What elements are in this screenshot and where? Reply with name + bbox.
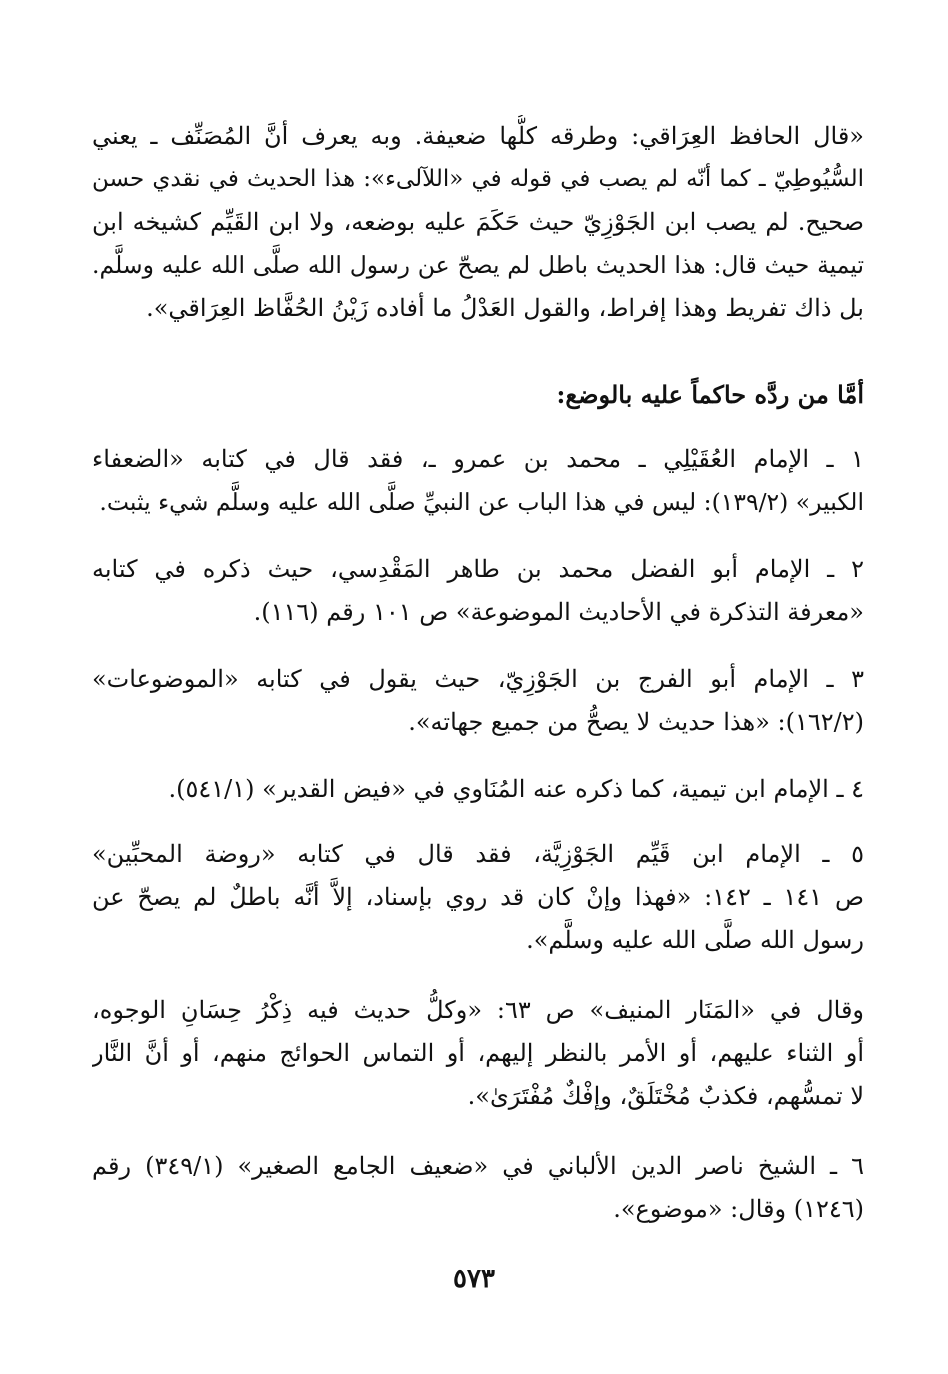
text-line: لا تمسُّهم، فكذبٌ مُخْتَلَقٌ، وإفْكٌ مُفْتَرَىٰ». (467, 1082, 864, 1110)
text-line: تيمية حيث قال: هذا الحديث باطل لم يصحّ عن رسول الله صلَّى الله عليه وسلَّم. (92, 251, 864, 279)
text-line: ٣ ـ الإمام أبو الفرج بن الجَوْزِيّ، حيث يقول في كتابه «الموضوعات» (92, 665, 864, 693)
item-5-paragraph (92, 833, 864, 962)
section-heading: أمَّا من ردَّه حاكماً عليه بالوضع: (556, 380, 864, 409)
text-line: السُّيُوطِيّ ـ كما أنّه لم يصب في قوله في «اللآلىء»: هذا الحديث في نقدي حسن (92, 166, 864, 192)
item-2-paragraph (92, 548, 864, 634)
text-line: وقال في «المَنَار المنيف» ص ٦٣: «وكلُّ حديث فيه ذِكْرُ حِسَانِ الوجوه، (92, 996, 864, 1024)
text-line: ٥ ـ الإمام ابن قَيِّم الجَوْزِيَّة، فقد قال في كتابه «روضة المحبِّين» (92, 840, 864, 868)
item-4-paragraph (92, 768, 864, 811)
text-line: «قال الحافظ العِرَاقي: وطرقه كلُّها ضعيفة. وبه يعرف أنَّ المُصَنِّف ـ يعني (92, 122, 864, 150)
intro-quote-paragraph (92, 115, 864, 330)
text-line: «معرفة التذكرة في الأحاديث الموضوعة» ص ١٠١ رقم (١١٦). (253, 598, 864, 626)
text-line: بل ذاك تفريط وهذا إفراط، والقول العَدْلُ ما أفاده زَيْنُ الحُفَّاظ العِرَاقي». (146, 294, 864, 322)
text-line: ص ١٤١ ـ ١٤٢: «فهذا وإنْ كان قد روي بإسناد، إلاَّ أنَّه باطلٌ لم يصحّ عن (92, 883, 864, 911)
item-5-continuation-paragraph (92, 989, 864, 1118)
text-line: ٢ ـ الإمام أبو الفضل محمد بن طاهر المَقْدِسي، حيث ذكره في كتابه (92, 555, 864, 583)
item-6-paragraph (92, 1145, 864, 1231)
text-line: (١٢٤٦) وقال: «موضوع». (613, 1195, 864, 1223)
text-line: رسول الله صلَّى الله عليه وسلَّم». (526, 926, 864, 954)
text-line: أو الثناء عليهم، أو الأمر بالنظر إليهم، أو التماس الحوائج منهم، أو أنَّ النَّار (92, 1039, 864, 1067)
item-1-paragraph (92, 438, 864, 524)
item-3-paragraph (92, 658, 864, 744)
text-line: الكبير» (١٣٩/٢): ليس في هذا الباب عن النبيِّ صلَّى الله عليه وسلَّم شيء يثبت. (99, 488, 864, 516)
text-line: صحيح. لم يصب ابن الجَوْزِيّ حيث حَكَمَ عليه بوضعه، ولا ابن القَيِّم كشيخه ابن (92, 208, 864, 236)
text-line: ١ ـ الإمام العُقَيْلِي ـ محمد بن عمرو ـ، فقد قال في كتابه «الضعفاء (92, 445, 864, 473)
text-line: ٦ ـ الشيخ ناصر الدين الألباني في «ضعيف الجامع الصغير» (٣٤٩/١) رقم (92, 1152, 864, 1180)
page-number: ٥٧٣ (453, 1264, 495, 1294)
text-line: ٤ ـ الإمام ابن تيمية، كما ذكره عنه المُنَاوي في «فيض القدير» (٥٤١/١). (168, 775, 864, 803)
text-line: (١٦٢/٢): «هذا حديث لا يصحُّ من جميع جهاته». (408, 708, 864, 736)
